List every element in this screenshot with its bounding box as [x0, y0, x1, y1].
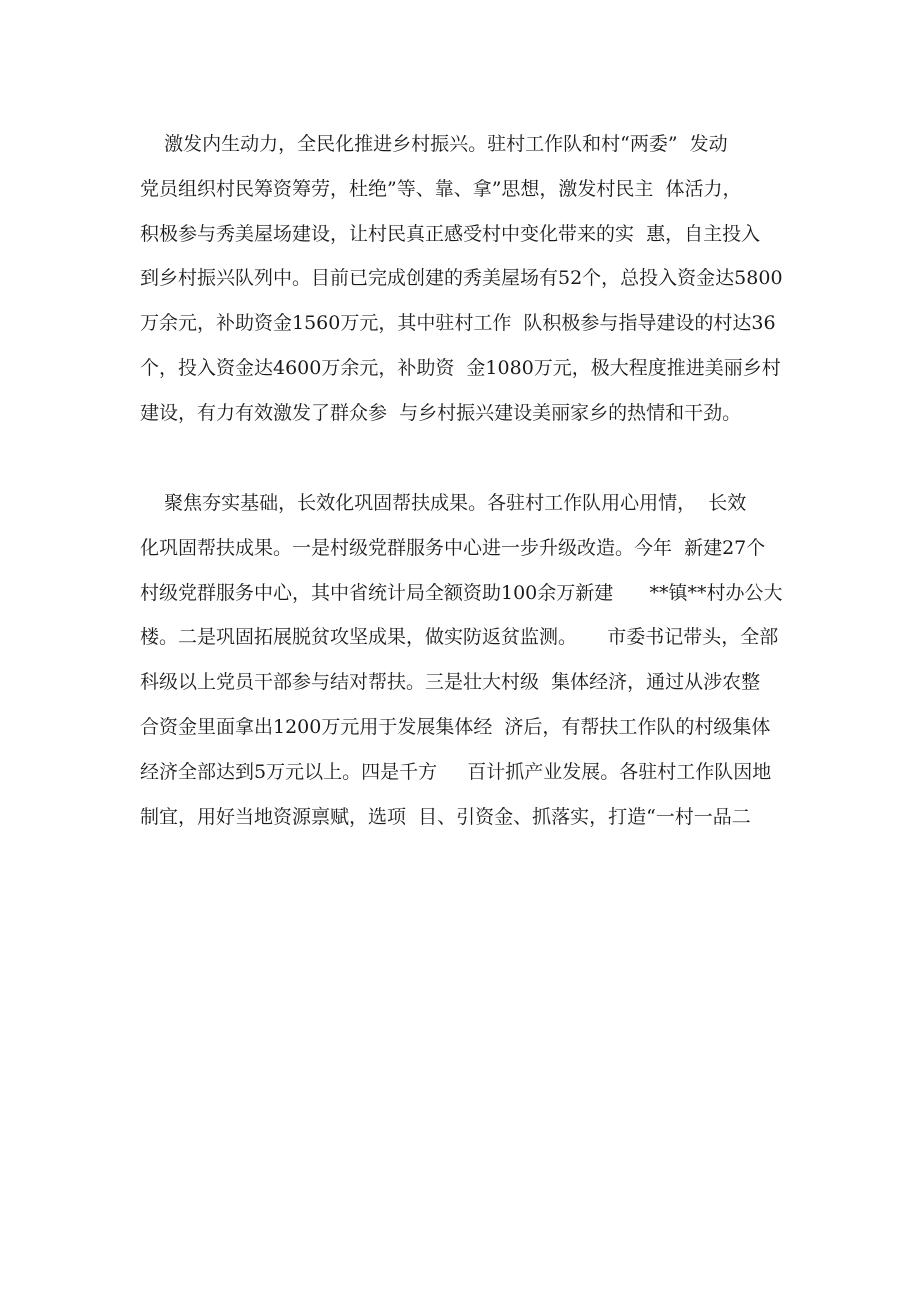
paragraph-rural-revitalization [140, 122, 800, 436]
text-line: 合资金里面拿出1200万元用于发展集体经 济后，有帮扶工作队的村级集体 [140, 715, 771, 738]
paragraph-consolidate-results [140, 481, 800, 839]
text-line: 积极参与秀美屋场建设，让村民真正感受村中变化带来的实 惠，自主投入 [140, 222, 761, 245]
text-line: 万余元，补助资金1560万元，其中驻村工作 队积极参与指导建设的村达36 [140, 312, 776, 335]
text-line: 聚焦夯实基础，长效化巩固帮扶成果。各驻村工作队用心用情， 长效 [140, 492, 747, 514]
text-line: 科级以上党员干部参与结对帮扶。三是壮大村级 集体经济，通过从涉农整 [140, 671, 761, 694]
text-line: 个，投入资金达4600万余元，补助资 金1080万元，极大程度推进美丽乡村 [140, 356, 781, 379]
text-line: 村级党群服务中心，其中省统计局全额资助100余万新建 **镇**村办公大 [140, 581, 783, 604]
text-line: 激发内生动力，全民化推进乡村振兴。驻村工作队和村“两委” 发动 [140, 133, 728, 155]
text-line: 建设，有力有效激发了群众参 与乡村振兴建设美丽家乡的热情和干劲。 [140, 401, 742, 424]
text-line: 制宜，用好当地资源禀赋，选项 目、引资金、抓落实，打造“一村一品二 [140, 805, 751, 828]
text-line: 经济全部达到5万元以上。四是千方 百计抓产业发展。各驻村工作队因地 [140, 760, 772, 783]
text-line: 到乡村振兴队列中。目前已完成创建的秀美屋场有52个，总投入资金达5800 [140, 267, 783, 290]
text-line: 楼。二是巩固拓展脱贫攻坚成果，做实防返贫监测。 市委书记带头，全部 [140, 626, 779, 649]
text-line: 化巩固帮扶成果。一是村级党群服务中心进一步升级改造。今年 新建27个 [140, 536, 766, 559]
text-line: 党员组织村民筹资筹劳，杜绝”等、靠、拿”思想，激发村民主 体活力， [140, 177, 742, 200]
